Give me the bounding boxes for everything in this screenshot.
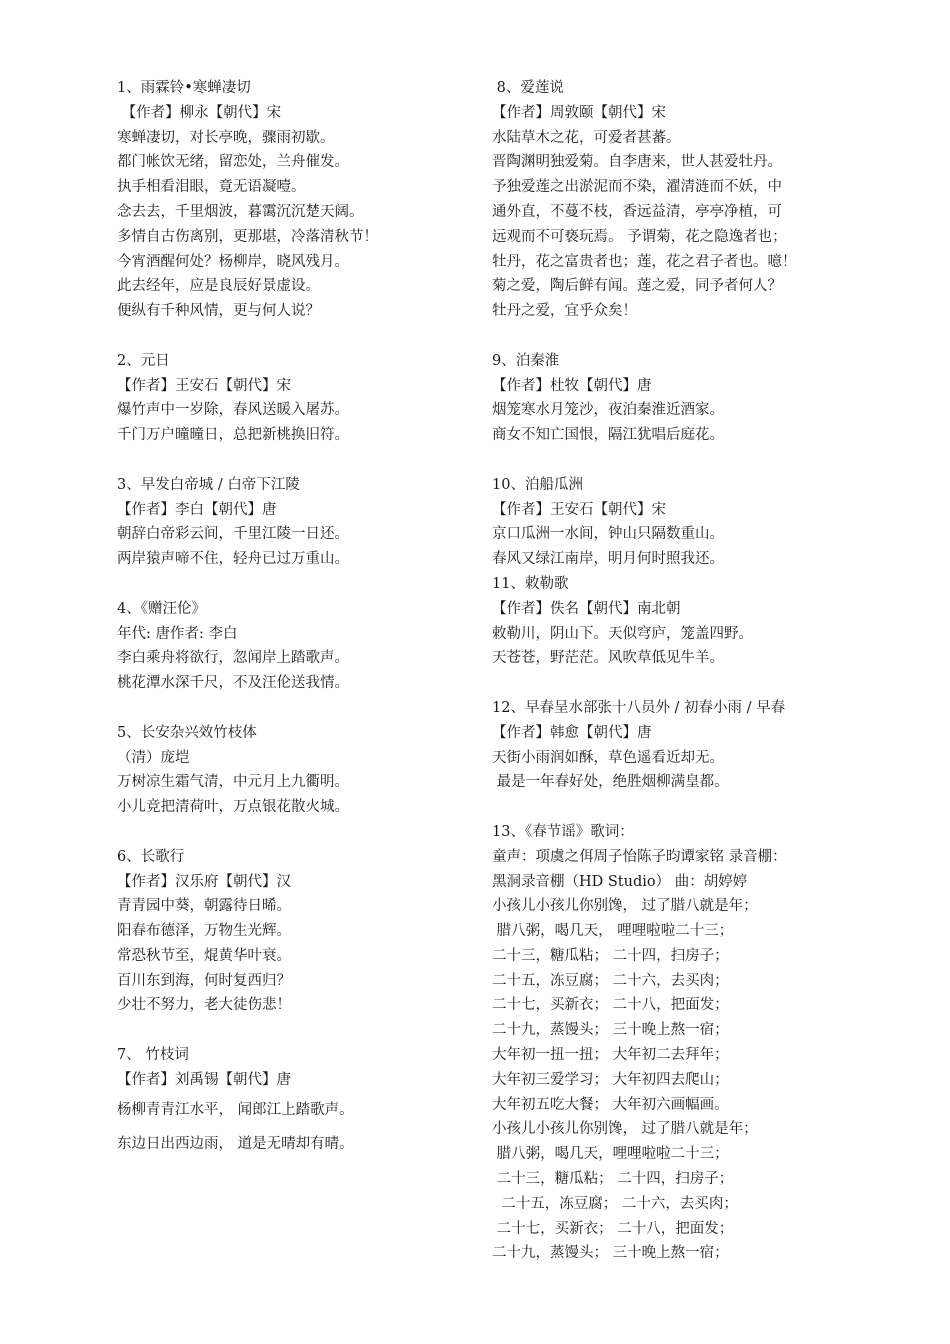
text-line: 念去去，千里烟波，暮霭沉沉楚天阔。 xyxy=(117,203,364,220)
text-line: 【作者】刘禹锡【朝代】唐 xyxy=(117,1071,291,1088)
text-line: 便纵有千种风情，更与何人说？ xyxy=(117,303,320,320)
text-line: 百川东到海，何时复西归？ xyxy=(117,972,291,989)
text-line: 予独爱莲之出淤泥而不染，濯清涟而不妖，中 xyxy=(492,179,782,196)
blank-line xyxy=(117,572,477,597)
text-line: 最是一年春好处，绝胜烟柳满皇都。 xyxy=(492,774,729,791)
text-line: 执手相看泪眼，竟无语凝噎。 xyxy=(117,179,306,196)
text-line: 二十七，买新衣； 二十八，把面发； xyxy=(492,1220,734,1237)
text-line: 1、雨霖铃•寒蝉凄切 xyxy=(117,80,251,96)
text-line: 商女不知亡国恨，隔江犹唱后庭花。 xyxy=(492,427,724,444)
blank-line xyxy=(492,448,852,473)
blank-line xyxy=(492,671,852,696)
text-line: 年代: 唐作者: 李白 xyxy=(117,625,238,642)
text-line: （清）庞垲 xyxy=(117,749,190,766)
text-line: 爆竹声中一岁除，春风送暖入屠苏。 xyxy=(117,402,349,419)
text-line: 此去经年，应是良辰好景虚设。 xyxy=(117,278,320,295)
text-line: 天苍苍，野茫茫。风吹草低见牛羊。 xyxy=(492,650,724,667)
text-line: 寒蝉凄切，对长亭晚，骤雨初歇。 xyxy=(117,129,335,146)
text-line: 水陆草木之花，可爱者甚蕃。 xyxy=(492,129,681,146)
text-line: 13、《春节谣》歌词： xyxy=(492,823,634,840)
text-line: 7、 竹枝词 xyxy=(117,1047,189,1064)
text-line: 小儿竞把清荷叶，万点银花散火城。 xyxy=(117,799,349,816)
text-line: 10、泊船瓜洲 xyxy=(492,476,583,493)
text-line: 【作者】佚名【朝代】南北朝 xyxy=(492,600,681,617)
text-line: 牡丹，花之富贵者也；莲，花之君子者也。噫！ xyxy=(492,253,797,270)
text-line: 2、元日 xyxy=(117,352,170,369)
text-line: 【作者】杜牧【朝代】唐 xyxy=(492,377,652,394)
text-line: 李白乘舟将欲行，忽闻岸上踏歌声。 xyxy=(117,650,349,667)
text-line: 小孩儿小孩儿你别馋， 过了腊八就是年； xyxy=(492,1121,758,1138)
left-column xyxy=(117,76,477,1161)
text-line: 5、长安杂兴效竹枝体 xyxy=(117,724,257,741)
text-line: 两岸猿声啼不住，轻舟已过万重山。 xyxy=(117,551,349,568)
text-line: 万树凉生霜气清，中元月上九衢明。 xyxy=(117,774,349,791)
text-line: 童声：项虞之佴周子怡陈子昀谭家铭 录音棚： xyxy=(492,848,787,865)
text-line: 【作者】汉乐府【朝代】汉 xyxy=(117,873,291,890)
text-line: 【作者】柳永【朝代】宋 xyxy=(117,104,282,121)
text-line: 春风又绿江南岸，明月何时照我还。 xyxy=(492,551,724,568)
text-line: 多情自古伤离别，更那堪，冷落清秋节！ xyxy=(117,228,378,245)
text-line: 京口瓜洲一水间，钟山只隔数重山。 xyxy=(492,526,724,543)
blank-line xyxy=(117,448,477,473)
text-line: 二十五，冻豆腐； 二十六，去买肉； xyxy=(492,972,729,989)
text-line: 牡丹之爱，宜乎众矣！ xyxy=(492,303,637,320)
blank-line xyxy=(117,696,477,721)
text-line: 东边日出西边雨， 道是无晴却有晴。 xyxy=(117,1135,354,1152)
text-line: 青青园中葵，朝露待日晞。 xyxy=(117,898,291,915)
text-line: 大年初五吃大餐； 大年初六画幅画。 xyxy=(492,1096,729,1113)
text-line: 6、长歌行 xyxy=(117,848,185,865)
text-line: 桃花潭水深千尺，不及汪伦送我情。 xyxy=(117,675,349,692)
text-line: 通外直，不蔓不枝，香远益清，亭亭净植，可 xyxy=(492,203,782,220)
text-line: 12、早春呈水部张十八员外 / 初春小雨 / 早春 xyxy=(492,699,786,716)
text-line: 11、敕勒歌 xyxy=(492,575,569,592)
text-line: 腊八粥，喝几天， 哩哩啦啦二十三； xyxy=(492,923,734,940)
text-line: 二十九，蒸馒头； 三十晚上熬一宿； xyxy=(492,1022,729,1039)
text-line: 烟笼寒水月笼沙，夜泊秦淮近酒家。 xyxy=(492,402,724,419)
text-line: 二十五，冻豆腐； 二十六，去买肉； xyxy=(492,1195,738,1212)
text-line: 【作者】周敦颐【朝代】宋 xyxy=(492,104,666,121)
text-line: 常恐秋节至，焜黄华叶衰。 xyxy=(117,947,291,964)
text-line: 菊之爱，陶后鲜有闻。莲之爱，同予者何人？ xyxy=(492,278,782,295)
text-line: 阳春布德泽，万物生光辉。 xyxy=(117,923,291,940)
text-line: 晋陶渊明独爱菊。自李唐来，世人甚爱牡丹。 xyxy=(492,154,782,171)
text-line: 少壮不努力，老大徒伤悲！ xyxy=(117,997,291,1014)
text-line: 【作者】李白【朝代】唐 xyxy=(117,501,277,518)
text-line: 敕勒川，阴山下。天似穹庐，笼盖四野。 xyxy=(492,625,753,642)
blank-line xyxy=(492,324,852,349)
text-line: 千门万户曈曈日，总把新桃换旧符。 xyxy=(117,427,349,444)
text-line: 二十七，买新衣； 二十八，把面发； xyxy=(492,997,729,1014)
blank-line xyxy=(117,324,477,349)
blank-line xyxy=(492,795,852,820)
text-line: 3、早发白帝城 / 白帝下江陵 xyxy=(117,476,300,493)
text-line: 小孩儿小孩儿你别馋， 过了腊八就是年； xyxy=(492,898,758,915)
text-line: 4、《赠汪伦》 xyxy=(117,600,206,617)
text-line: 【作者】王安石【朝代】宋 xyxy=(492,501,666,518)
text-line: 二十三，糖瓜粘； 二十四，扫房子； xyxy=(492,947,729,964)
text-line: 二十九，蒸馒头； 三十晚上熬一宿； xyxy=(492,1245,729,1262)
text-line: 天街小雨润如酥，草色遥看近却无。 xyxy=(492,749,724,766)
text-line: 二十三，糖瓜粘； 二十四，扫房子； xyxy=(492,1171,734,1188)
text-line: 今宵酒醒何处？杨柳岸，晓风残月。 xyxy=(117,253,349,270)
text-line: 8、爱莲说 xyxy=(492,80,564,96)
text-line: 杨柳青青江水平， 闻郎江上踏歌声。 xyxy=(117,1101,354,1118)
text-line: 9、泊秦淮 xyxy=(492,352,560,369)
text-line: 【作者】韩愈【朝代】唐 xyxy=(492,724,652,741)
text-line: 腊八粥，喝几天，哩哩啦啦二十三； xyxy=(492,1146,729,1163)
text-line: 黑洞录音棚（HD Studio） 曲：胡婷婷 xyxy=(492,873,748,890)
text-line: 远观而不可亵玩焉。 予谓菊，花之隐逸者也； xyxy=(492,228,787,245)
text-line: 都门帐饮无绪，留恋处，兰舟催发。 xyxy=(117,154,349,171)
text-line: 朝辞白帝彩云间，千里江陵一日还。 xyxy=(117,526,349,543)
text-line: 大年初三爱学习； 大年初四去爬山； xyxy=(492,1071,729,1088)
text-line: 大年初一扭一扭； 大年初二去拜年； xyxy=(492,1047,729,1064)
blank-line xyxy=(117,820,477,845)
blank-line xyxy=(117,1018,477,1043)
text-line: 【作者】王安石【朝代】宋 xyxy=(117,377,291,394)
right-column xyxy=(492,76,852,1266)
